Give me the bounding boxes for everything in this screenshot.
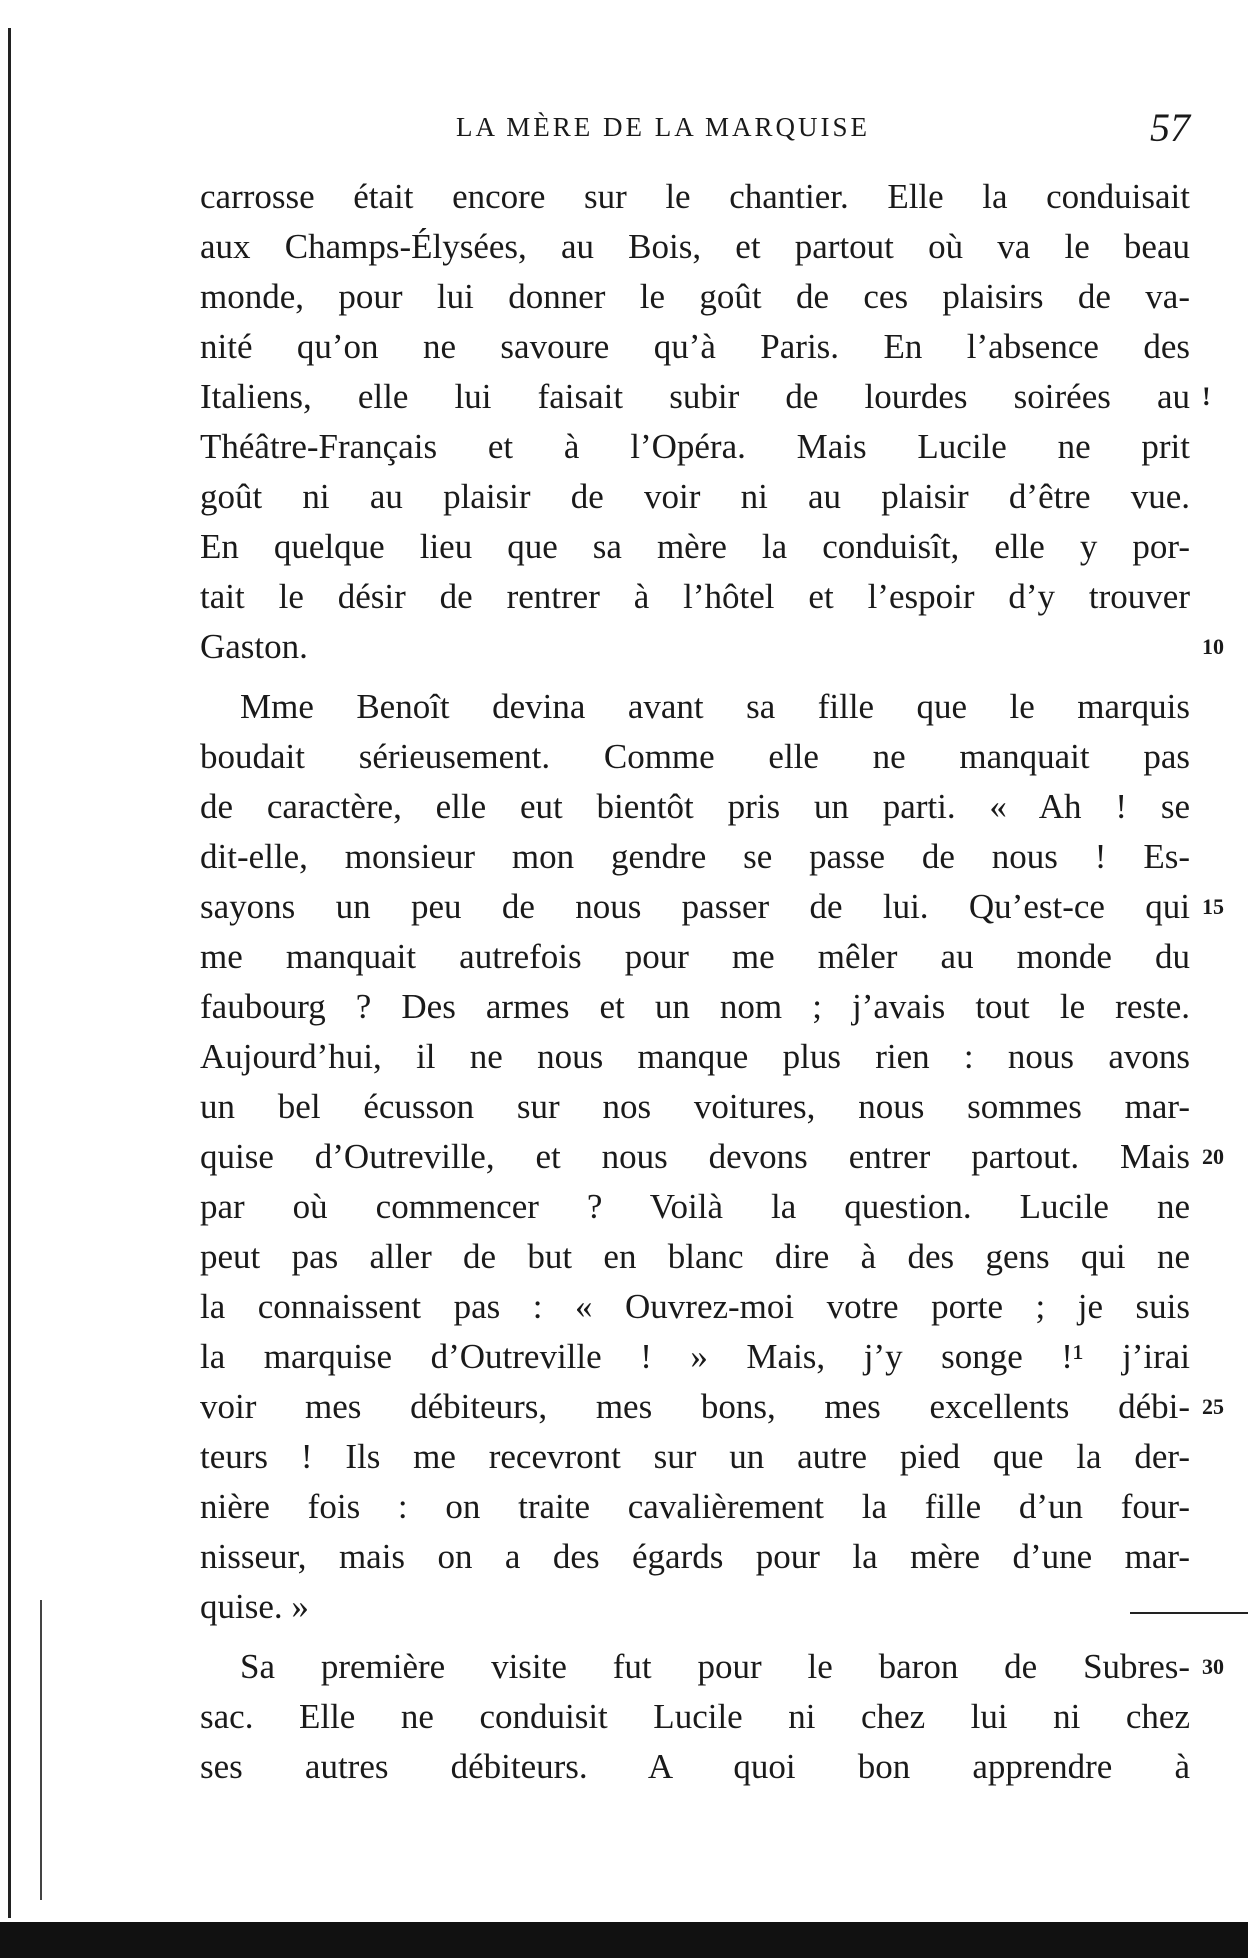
text-line: monde, pour lui donner le goût de ces plaisirs de va- [200, 277, 1190, 316]
line-number: 30 [1202, 1654, 1224, 1679]
bottom-edge-bar [0, 1922, 1248, 1958]
line-number: 25 [1202, 1394, 1224, 1419]
text-line: par où commencer ? Voilà la question. Lucile ne [200, 1187, 1190, 1226]
text-line: nité qu’on ne savoure qu’à Paris. En l’absence des [200, 327, 1190, 366]
text-line: tait le désir de rentrer à l’hôtel et l’espoir d’y trouver [200, 577, 1190, 616]
text-line: teurs ! Ils me recevront sur un autre pied que la der- [200, 1437, 1190, 1476]
text-line: Sa première visite fut pour le baron de Subres- [240, 1647, 1190, 1686]
text-line: sayons un peu de nous passer de lui. Qu’est-ce qui [200, 887, 1190, 926]
text-line: quise d’Outreville, et nous devons entrer partout. Mais [200, 1137, 1190, 1176]
text-line: dit-elle, monsieur mon gendre se passe de nous ! Es- [200, 837, 1190, 876]
text-line-wrap [200, 1382, 1224, 1432]
text-line-wrap [200, 1642, 1224, 1692]
text-line: Italiens, elle lui faisait subir de lourdes soirées au [200, 377, 1190, 416]
text-line: carrosse était encore sur le chantier. Elle la conduisait [200, 177, 1190, 216]
text-line-wrap [200, 1132, 1224, 1182]
text-line: me manquait autrefois pour me mêler au monde du [200, 937, 1190, 976]
text-line: Aujourd’hui, il ne nous manque plus rien : nous avons [200, 1037, 1190, 1076]
text-line-wrap [200, 372, 1211, 422]
text-line: de caractère, elle eut bientôt pris un parti. « Ah ! se [200, 787, 1190, 826]
text-line: quise. » [200, 1587, 309, 1626]
text-line: la marquise d’Outreville ! » Mais, j’y songe !¹ j’irai [200, 1337, 1190, 1376]
text-line: aux Champs-Élysées, au Bois, et partout où va le beau [200, 227, 1190, 266]
margin-mark: ! [1202, 382, 1211, 411]
text-line: un bel écusson sur nos voitures, nous sommes mar- [200, 1087, 1190, 1126]
page-edge-rule [8, 28, 11, 1918]
margin-rule [1130, 1612, 1248, 1614]
line-number: 10 [1202, 634, 1224, 659]
page-number: 57 [1150, 105, 1190, 150]
text-line: nisseur, mais on a des égards pour la mère d’une mar- [200, 1537, 1190, 1576]
text-line: En quelque lieu que sa mère la conduisît, elle y por- [200, 527, 1190, 566]
text-line: peut pas aller de but en blanc dire à des gens qui ne [200, 1237, 1190, 1276]
line-number: 20 [1202, 1144, 1224, 1169]
text-line: nière fois : on traite cavalièrement la fille d’un four- [200, 1487, 1190, 1526]
text-line: ses autres débiteurs. A quoi bon apprendre à [200, 1747, 1190, 1786]
running-head: LA MÈRE DE LA MARQUISE [456, 112, 871, 142]
text-line-wrap [200, 1582, 1190, 1632]
text-line: boudait sérieusement. Comme elle ne manquait pas [200, 737, 1190, 776]
body-text [200, 172, 1224, 1792]
page-edge-rule-inner [40, 1600, 42, 1900]
text-line: goût ni au plaisir de voir ni au plaisir d’être vue. [200, 477, 1190, 516]
text-line: voir mes débiteurs, mes bons, mes excellents débi- [200, 1387, 1190, 1426]
page-header [200, 104, 1190, 154]
text-line: Théâtre-Français et à l’Opéra. Mais Lucile ne prit [200, 427, 1190, 466]
text-line: Mme Benoît devina avant sa fille que le marquis [240, 687, 1190, 726]
text-line-wrap [200, 622, 1224, 672]
text-line: sac. Elle ne conduisit Lucile ni chez lui ni chez [200, 1697, 1190, 1736]
text-line: faubourg ? Des armes et un nom ; j’avais tout le reste. [200, 987, 1190, 1026]
text-line-wrap [200, 882, 1224, 932]
line-number: 15 [1202, 894, 1224, 919]
text-line: la connaissent pas : « Ouvrez-moi votre porte ; je suis [200, 1287, 1190, 1326]
text-line: Gaston. [200, 627, 308, 666]
